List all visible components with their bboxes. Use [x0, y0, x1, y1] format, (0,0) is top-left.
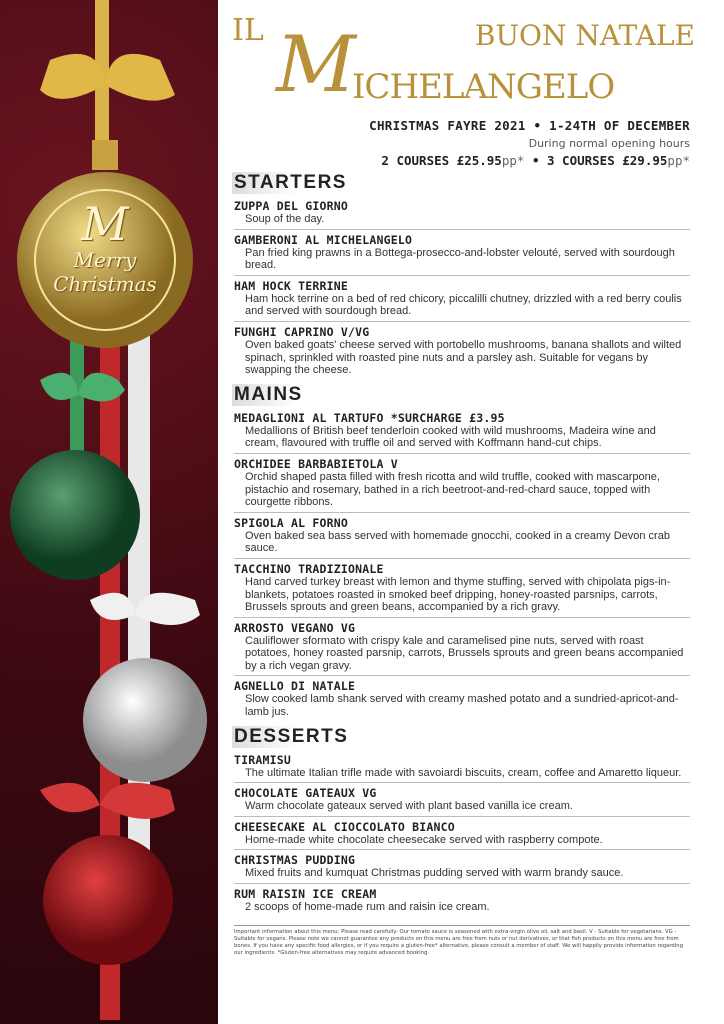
dish-name: HAM HOCK TERRINE — [234, 278, 348, 293]
buon-natale: BUON NATALE — [474, 19, 695, 52]
dish-name: SPIGOLA AL FORNO — [234, 515, 348, 530]
menu-content — [234, 168, 690, 957]
dish-name: GAMBERONI AL MICHELANGELO — [234, 232, 413, 247]
section-title: STARTERS — [234, 172, 347, 193]
dish-description: Home-made white chocolate cheesecake served with raspberry compote. — [245, 833, 603, 846]
dish-name: ZUPPA DEL GIORNO — [234, 199, 348, 213]
dish-description: Oven baked goats' cheese served with portobello mushrooms, banana shallots and wilted spinach, sprinkled with roasted pine nuts and a parsley ash. Suitable for vegans by swapping the cheese. — [245, 338, 682, 377]
menu-item — [234, 750, 690, 784]
dish-name: ARROSTO VEGANO VG — [234, 620, 356, 635]
dish-name: MEDAGLIONI AL TARTUFO *SURCHARGE £3.95 — [234, 410, 505, 425]
dish-description: Slow cooked lamb shank served with creamy mashed potato and a sundried-apricot-and-lamb jus. — [245, 693, 679, 719]
section-title: DESSERTS — [234, 725, 349, 747]
dish-name: CHEESECAKE AL CIOCCOLATO BIANCO — [234, 819, 455, 834]
event-title: CHRISTMAS FAYRE 2021 • 1-24TH OF DECEMBER — [369, 118, 690, 133]
dish-description: Soup of the day. — [245, 213, 325, 225]
green-bauble — [10, 450, 140, 580]
dish-description: Ham hock terrine on a bed of red chicory, piccalilli chutney, drizzled with a red berry coulis and served with sourdough bread. — [245, 292, 682, 318]
logo-m: M — [276, 20, 356, 110]
menu-item — [234, 196, 690, 230]
bauble-monogram: M — [81, 197, 129, 251]
dish-description: Medallions of British beef tenderloin cooked with wild mushrooms, Madeira wine and cream, flavoured with truffle oil and served with Koffmann hand-cut chips. — [245, 424, 656, 450]
logo-il: IL — [232, 13, 264, 48]
menu-section-starters — [234, 172, 690, 380]
menu-item — [234, 513, 690, 559]
dish-description: The ultimate Italian trifle made with savoiardi biscuits, cream, coffee and Amaretto liqueur. — [245, 766, 682, 779]
dish-name: ORCHIDEE BARBABIETOLA V — [234, 456, 398, 471]
header-logo — [230, 8, 695, 116]
event-info — [369, 118, 690, 168]
logo-michelangelo: ICHELANGELO — [352, 67, 615, 107]
pp-label: pp* — [501, 153, 525, 168]
opening-hours: During normal opening hours — [528, 137, 690, 150]
menu-item — [234, 276, 690, 322]
dish-name: FUNGHI CAPRINO V/VG — [234, 324, 370, 339]
menu-item — [234, 676, 690, 721]
dish-description: Warm chocolate gateaux served with plant based vanilla ice cream. — [245, 800, 573, 813]
menu-item — [234, 230, 690, 276]
red-bauble — [43, 835, 173, 965]
allergen-footnote: Important information about this menu: Please read carefully: Our tomato sauce is seasoned with extra-virgin olive oil, salt and basil. V - Suitable for vegetarians. VG - Suitable for vegans. Please note we cannot guarantee any products on this menu are free from nuts or nut derivatives, or that fish products on this menu are free from bones. If you have any specific food allergies, or if you require a gluten-free* alternative, please consult a member of staff. We will happily provide information regarding our ingredients. *Gluten-free alternatives may require advanced booking. — [234, 925, 690, 957]
price-three-courses: 3 COURSES £29.95 — [547, 153, 668, 168]
menu-section-desserts — [234, 726, 690, 917]
dish-description: Cauliflower sformato with crispy kale and caramelised pine nuts, served with roast potatoes, honey roasted parsnip, carrots, Brussels sprouts and green beans accompanied by a rich vegan gravy. — [245, 634, 684, 672]
price-two-courses: 2 COURSES £25.95 — [381, 153, 502, 168]
christmas-baubles-illustration — [0, 0, 218, 1024]
dish-description: 2 scoops of home-made rum and raisin ice cream. — [245, 901, 490, 914]
menu-item — [234, 817, 690, 851]
menu-item — [234, 783, 690, 817]
dish-name: CHOCOLATE GATEAUX VG — [234, 786, 377, 801]
prices — [369, 153, 690, 168]
dish-name: RUM RAISIN ICE CREAM — [234, 887, 377, 902]
dish-description: Mixed fruits and kumquat Christmas pudding served with warm brandy sauce. — [245, 867, 624, 880]
separator: • — [524, 153, 547, 168]
menu-section-mains — [234, 384, 690, 722]
bauble-merry-christmas: Merry Christmas — [53, 248, 157, 296]
menu-item — [234, 618, 690, 677]
dish-name: TACCHINO TRADIZIONALE — [234, 561, 384, 576]
silver-bauble — [83, 658, 207, 782]
menu-item — [234, 850, 690, 884]
dish-name: AGNELLO DI NATALE — [234, 679, 356, 694]
dish-description: Oven baked sea bass served with homemade gnocchi, cooked in a creamy Devon crab sauce. — [245, 529, 670, 555]
menu-item — [234, 322, 690, 380]
dish-description: Orchid shaped pasta filled with fresh ricotta and wild truffle, cooked with mascarpone, pistachio and rosemary, bathed in a rich beetroot-and-red-chard sauce, topped with courgette ribbons. — [245, 470, 660, 509]
menu-item — [234, 884, 690, 917]
dish-description: Pan fried king prawns in a Bottega-prosecco-and-lobster velouté, served with sourdough bread. — [245, 246, 675, 272]
pp-label: pp* — [667, 153, 690, 168]
menu-body — [234, 172, 690, 917]
dish-name: TIRAMISU — [234, 752, 291, 767]
menu-item — [234, 408, 690, 454]
dish-description: Hand carved turkey breast with lemon and thyme stuffing, served with chipolata pigs-in-blankets, potatoes roasted in smoked beef dripping, honey-roasted parsnips, carrots, Brussels sprouts and green beans, accompanied by a rich gravy. — [245, 575, 671, 614]
menu-item — [234, 454, 690, 513]
dish-name: CHRISTMAS PUDDING — [234, 853, 356, 868]
section-title: MAINS — [232, 384, 342, 406]
decorative-ornament-panel — [0, 0, 218, 1024]
menu-item — [234, 559, 690, 618]
